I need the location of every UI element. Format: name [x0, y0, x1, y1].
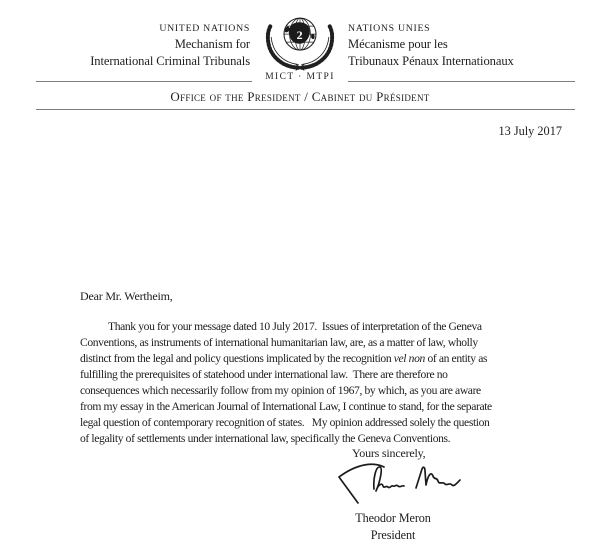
- body-line: from my essay in the American Journal of International Law, I continue to stand, for the separate: [80, 400, 492, 413]
- org-line1-fr: Mécanisme pour les: [348, 37, 448, 51]
- signer-name: Theodor Meron: [355, 511, 431, 525]
- un-emblem-icon: [260, 10, 340, 71]
- org-line1-en: Mechanism for: [174, 37, 250, 51]
- body-line: fulfilling the prerequisites of statehood under international law. There are therefore no: [80, 368, 448, 381]
- letter-date: 13 July 2017: [498, 124, 562, 138]
- letterhead-english: [90, 22, 250, 70]
- office-title: Office of the President / Cabinet du Président: [170, 89, 430, 104]
- letterhead-french: [348, 22, 514, 70]
- header-rule-left: [36, 81, 252, 82]
- body-line: Conventions, as instruments of international humanitarian law, are, as a matter of law, wholly: [80, 336, 478, 349]
- body-line: Thank you for your message dated 10 July 2017. Issues of interpretation of the Geneva: [108, 320, 482, 333]
- org-line2-fr: Tribunaux Pénaux Internationaux: [348, 54, 514, 68]
- header-rule-right: [348, 81, 575, 82]
- body-line: consequences which necessarily follow from my opinion of 1967, by which, as you are aware: [80, 384, 481, 397]
- body-line: distinct from the legal and policy questions implicated by the recognition vel non of an entity as: [80, 352, 488, 365]
- org-line2-en: International Criminal Tribunals: [90, 54, 250, 68]
- header-rule-bottom: [36, 109, 575, 110]
- salutation: Dear Mr. Wertheim,: [80, 289, 173, 303]
- signature-block: [318, 510, 468, 544]
- org-name-fr: NATIONS UNIES: [348, 23, 431, 34]
- closing-phrase: Yours sincerely,: [352, 446, 426, 460]
- body-line: of legality of settlements under international law, specifically the Geneva Conventions.: [80, 432, 451, 445]
- signer-title: President: [370, 528, 416, 542]
- body-line: legal question of contemporary recognition of states. My opinion addressed solely the question: [80, 416, 490, 429]
- org-name-en: UNITED NATIONS: [159, 23, 250, 34]
- signature-icon: [330, 458, 480, 506]
- acronyms-label: MICT · MTPI: [265, 72, 335, 82]
- letter-body: [80, 319, 560, 447]
- emblem-numeral: 2: [296, 27, 303, 42]
